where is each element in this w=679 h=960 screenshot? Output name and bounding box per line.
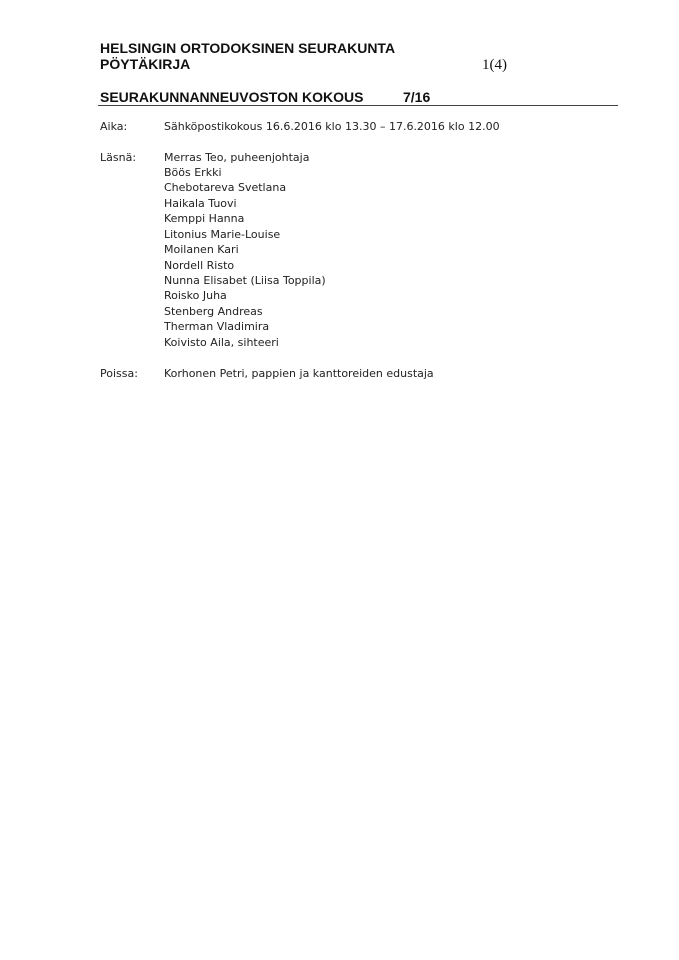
attendee-item: Therman Vladimira	[164, 320, 270, 333]
meeting-title: SEURAKUNNANNEUVOSTON KOKOUS	[100, 89, 364, 105]
page-number: 1(4)	[482, 57, 507, 73]
attendee-item: Roisko Juha	[164, 289, 227, 302]
attendee-item: Böös Erkki	[164, 166, 222, 179]
organization-name: HELSINGIN ORTODOKSINEN SEURAKUNTA	[100, 40, 396, 56]
attendee-item: Nunna Elisabet (Liisa Toppila)	[164, 274, 326, 287]
time-label: Aika:	[100, 120, 128, 133]
present-label: Läsnä:	[100, 151, 137, 164]
header-divider	[98, 105, 618, 106]
time-value: Sähköpostikokous 16.6.2016 klo 13.30 – 17.6.2016 klo 12.00	[164, 120, 500, 133]
attendee-item: Merras Teo, puheenjohtaja	[164, 151, 310, 164]
document-type: PÖYTÄKIRJA	[100, 56, 191, 72]
attendee-item: Litonius Marie-Louise	[164, 228, 281, 241]
attendee-item: Kemppi Hanna	[164, 212, 245, 225]
meeting-number: 7/16	[403, 89, 431, 105]
attendee-item: Moilanen Kari	[164, 243, 239, 256]
attendee-item: Stenberg Andreas	[164, 305, 263, 318]
absent-label: Poissa:	[100, 367, 138, 380]
attendee-item: Nordell Risto	[164, 259, 235, 272]
attendee-item: Haikala Tuovi	[164, 197, 237, 210]
attendee-item: Koivisto Aila, sihteeri	[164, 336, 279, 349]
absent-value: Korhonen Petri, pappien ja kanttoreiden edustaja	[164, 367, 434, 380]
attendee-item: Chebotareva Svetlana	[164, 181, 287, 194]
